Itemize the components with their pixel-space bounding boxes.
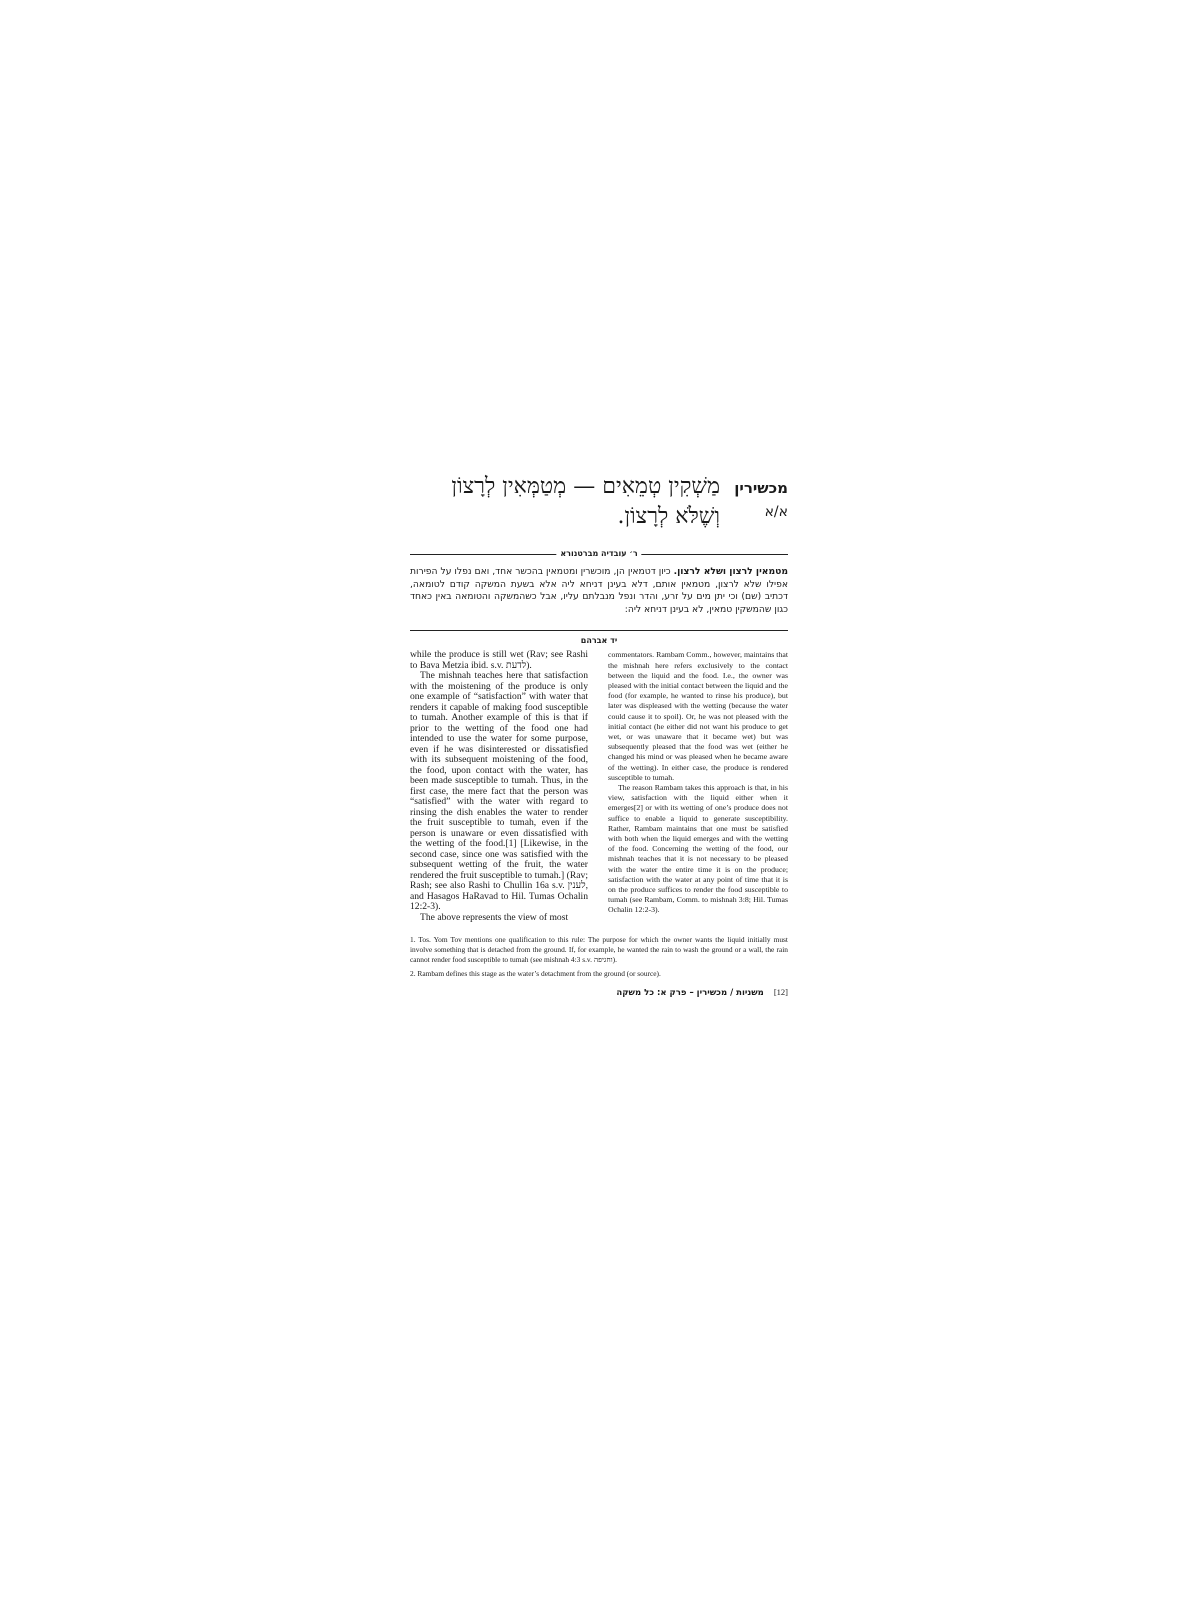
left-paragraph: while the produce is still wet (Rav; see Rashi to Bava Metzia ibid. s.v. לדעת). (410, 649, 588, 671)
footnotes (410, 935, 788, 978)
yad-avraham-title: יד אברהם (580, 636, 618, 646)
page-number: [12] (773, 986, 788, 997)
mishnah-header (410, 470, 788, 540)
right-paragraph: commentators. Rambam Comm., however, maintains that the mishnah here refers exclusively to the contact between the liquid and the food. I.e., the owner was pleased with the initial contact between the liquid and the food (for example, he wanted to rinse his produce), but later was displeased with the wetting (because the water could cause it to spoil). Or, he was not pleased with the initial contact (he either did not want his produce to get wet, or was unaware that it became wet) but was subsequently pleased that the food was wet (either he changed his mind or was pleased when he became aware of the wetting). In either case, the produce is rendered susceptible to tumah. (608, 650, 788, 782)
bartenura-section-label: ר׳ עובדיה מברטנורא (556, 548, 641, 560)
page-footer (410, 987, 788, 998)
bartenura-divider (410, 548, 788, 560)
bartenura-text: כיון דטמאין הן, מוכשרין ומטמאין בהכשר אחד, ואם נפלו על הפירות אפילו שלא לרצון, מטמאין אותם, דלא בעינן דניחא ליה אלא בשעת המשקה קודם לטומאה, דכתיב (שם) וכי יתן מים על זרע, והדר ונפל מנבלתם עליו, אבל כשהמשקה והטומאה באין כאחד כגון שהמשקין טמאין, לא בעינן דניחא ליה: (410, 566, 788, 615)
footnote: 2. Rambam defines this stage as the water’s detachment from the ground (or source). (410, 969, 661, 979)
footnote: 1. Tos. Yom Tov mentions one qualification to this rule: The purpose for which the owner wants the liquid initially must involve something that is detached from the ground. If, for example, he wanted the rain to wash the ground or a wall, the rain cannot render food susceptible to tumah (see mishnah 4:3 s.v. וחגיפה). (410, 935, 788, 964)
yad-avraham-rule (410, 630, 788, 631)
left-paragraph: The above represents the view of most (420, 911, 569, 923)
commentary-columns (410, 650, 788, 923)
tractate-label (728, 476, 788, 524)
bartenura-commentary (410, 566, 788, 616)
running-title: משניות / מכשירין – פרק א: כל משקה (616, 987, 764, 998)
bartenura-heading: מטמאין לרצון ושלא לרצון. (673, 566, 789, 577)
left-paragraph: The mishnah teaches here that satisfaction with the moistening of the produce is only one example of “satisfaction” with water that renders it capable of making food susceptible to tumah. Another example of this is that if prior to the wetting of the food one had intended to use the water for some purpose, even if he was disinterested or dissatisfied with its subsequent moistening of the food, the food, upon contact with the water, has been made susceptible to tumah. Thus, in the first case, the mere fact that the person was “satisfied” with the water with regard to rinsing the dish enables the water to render the fruit susceptible to tumah, even if the person is unaware or even dissatisfied with the wetting of the food.[1] [Likewise, in the second case, since one was satisfied with the subsequent wetting of the fruit, the water rendered the fruit susceptible to tumah.] (Rav; Rash; see also Rashi to Chullin 16a s.v. לענין, and Hasagos HaRavad to Hil. Tumas Ochalin 12:2-3). (410, 670, 588, 913)
right-paragraph: The reason Rambam takes this approach is that, in his view, satisfaction with the liquid either when it emerges[2] or with its wetting of one’s produce does not suffice to enable a liquid to generate susceptibility. Rather, Rambam maintains that one must be satisfied with both when the liquid emerges and with the wetting of the food. Concerning the wetting of the food, our mishnah teaches that it is not necessary to be pleased with the water the entire time it is on the produce; satisfaction with the water at any point of time that it is on the produce suffices to render the food susceptible to tumah (see Rambam, Comm. to mishnah 3:8; Hil. Tumas Ochalin 12:2-3). (608, 783, 788, 915)
chapter-mishnah-number: א/א (764, 504, 788, 520)
right-column (608, 650, 788, 923)
left-column (410, 650, 588, 923)
tractate-name: מכשירין (734, 479, 788, 497)
mishnah-text: מַשְׁקִין טְמֵאִים — מְטַמְּאִין לְרָצוֹן וְשֶׁלֹּא לְרָצוֹן. (451, 474, 720, 529)
book-page (410, 470, 788, 1140)
